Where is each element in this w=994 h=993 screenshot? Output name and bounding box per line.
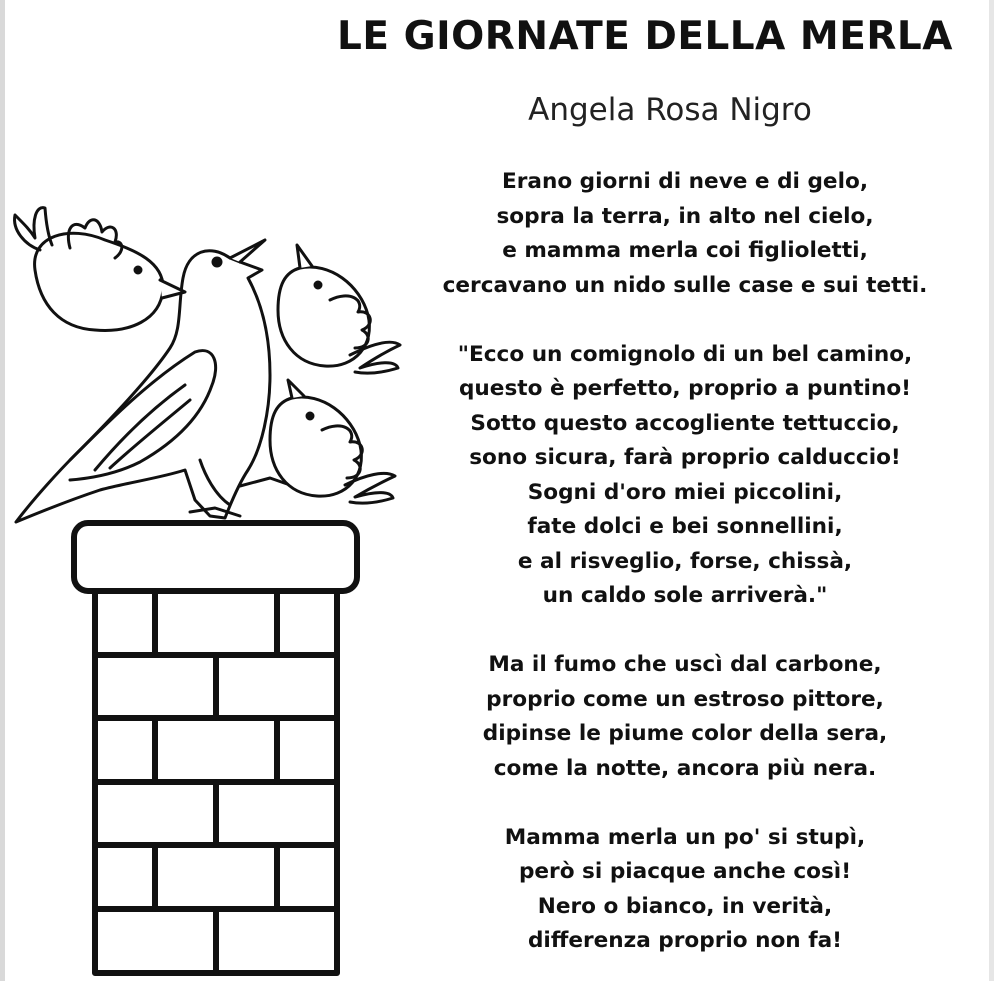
poem-line: Sogni d'oro miei piccolini, — [527, 479, 843, 505]
poem-body — [415, 165, 955, 993]
poem-line: un caldo sole arriverà." — [542, 583, 828, 608]
stanza-2 — [415, 338, 955, 614]
poem-author: Angela Rosa Nigro — [528, 92, 812, 128]
poem-line: differenza proprio non fa! — [527, 928, 843, 953]
stanza-1 — [415, 165, 955, 303]
poem-line: questo è perfetto, proprio a puntino! — [458, 376, 912, 401]
poem-line: Sotto questo accogliente tettuccio, — [470, 410, 900, 436]
poem-line: come la notte, ancora più nera. — [493, 755, 877, 781]
poem-title: LE GIORNATE DELLA MERLA — [337, 14, 953, 59]
chick-upper-right — [278, 245, 400, 373]
poem-line: e mamma merla coi figlioletti, — [502, 238, 868, 263]
poem-line: proprio come un estroso pittore, — [486, 686, 884, 712]
stanza-3 — [415, 648, 955, 786]
chick-left — [15, 208, 185, 331]
poem-line: e al risveglio, forse, chissà, — [517, 548, 853, 574]
poem-line: però si piacque anche così! — [518, 859, 852, 884]
poem-line: cercavano un nido sulle case e sui tetti. — [442, 272, 928, 298]
poem-line: fate dolci e bei sonnellini, — [527, 514, 843, 539]
poem-line: "Ecco un comignolo di un bel camino, — [457, 341, 913, 367]
chimney-cap — [74, 523, 357, 591]
chimney-bricks — [95, 591, 337, 973]
poem-line: sopra la terra, in alto nel cielo, — [496, 203, 874, 229]
blackbird-chimney-illustration — [0, 190, 420, 981]
poem-line: Mamma merla un po' si stupì, — [504, 824, 866, 850]
poem-line: dipinse le piume color della sera, — [482, 721, 888, 746]
poem-line: Nero o bianco, in verità, — [537, 893, 833, 919]
stanza-4 — [415, 821, 955, 959]
poem-line: Ma il fumo che uscì dal carbone, — [488, 652, 882, 677]
poem-line: sono sicura, farà proprio calduccio! — [469, 445, 901, 470]
chick-lower-right — [270, 380, 395, 503]
poem-line: Erano giorni di neve e di gelo, — [501, 169, 869, 194]
